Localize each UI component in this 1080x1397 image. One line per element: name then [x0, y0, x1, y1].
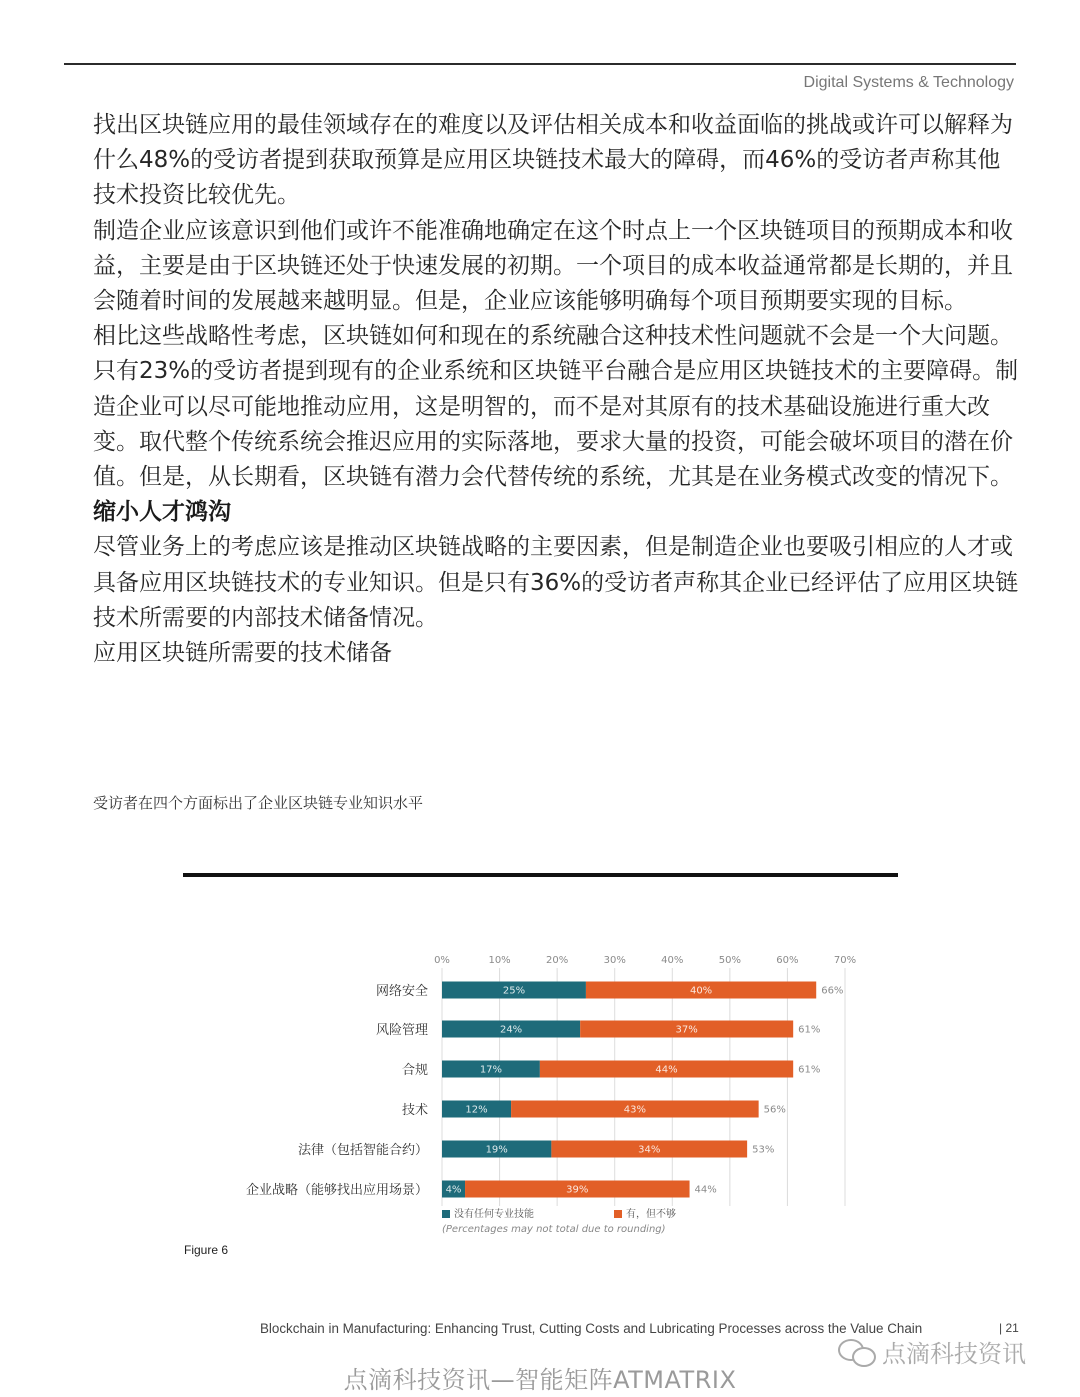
- figure-label: Figure 6: [184, 1243, 229, 1257]
- x-tick-label: 10%: [488, 955, 511, 966]
- footer-page-number: | 21: [999, 1321, 1019, 1335]
- legend-label: 有，但不够: [626, 1209, 676, 1220]
- bar-data-label: 43%: [623, 1104, 646, 1116]
- paragraph-1: 找出区块链应用的最佳领域存在的难度以及评估相关成本和收益面临的挑战或许可以解释为什么48%的受访者提到获取预算是应用区块链技术最大的障碍，而46%的受访者声称其他技术投资比较优先。: [93, 112, 1013, 209]
- x-tick-label: 0%: [434, 955, 450, 966]
- bar-total-label: 56%: [763, 1104, 786, 1116]
- paragraph-3: 相比这些战略性考虑，区块链如何和现在的系统融合这种技术性问题就不会是一个大问题。只有23%的受访者提到现有的企业系统和区块链平台融合是应用区块链技术的主要障碍。制造企业可以尽可能地推动应用，这是明智的，而不是对其原有的技术基础设施进行重大改变。取代整个传统系统会推迟应用的实际落地，要求大量的投资，可能会破坏项目的潜在价值。但是，从长期看，区块链有潜力会代替传统的系统，尤其是在业务模式改变的情况下。: [93, 323, 1019, 491]
- wechat-label: 点滴科技资讯: [882, 1340, 1026, 1368]
- x-tick-label: 50%: [718, 955, 741, 966]
- x-tick-label: 70%: [833, 955, 857, 966]
- bar-total-label: 66%: [821, 985, 844, 997]
- bar-data-label: 34%: [638, 1144, 661, 1156]
- bar-data-label: 4%: [445, 1184, 462, 1196]
- bar-data-label: 40%: [689, 985, 713, 997]
- legend-label: 没有任何专业技能: [454, 1209, 534, 1220]
- chart-caption: 受访者在四个方面标出了企业区块链专业知识水平: [93, 794, 424, 812]
- paragraph-4: 尽管业务上的考虑应该是推动区块链战略的主要因素，但是制造企业也要吸引相应的人才或具备应用区块链技术的专业知识。但是只有36%的受访者声称其企业已经评估了应用区块链技术所需要的内部技术储备情况。: [93, 534, 1019, 631]
- bar-total-label: 53%: [752, 1144, 775, 1156]
- category-label: 法律（包括智能合约）: [297, 1143, 428, 1158]
- legend-swatch-no-expertise: [442, 1210, 450, 1218]
- bar-total-label: 44%: [694, 1184, 717, 1196]
- legend-swatch-some-expertise: [614, 1210, 622, 1218]
- bar-total-label: 61%: [798, 1024, 821, 1036]
- bar-data-label: 24%: [499, 1024, 523, 1036]
- bar-data-label: 25%: [502, 985, 526, 997]
- bar-data-label: 37%: [675, 1024, 698, 1036]
- category-label: 合规: [401, 1063, 428, 1078]
- bottom-watermark: 点滴科技资讯—智能矩阵ATMATRIX: [343, 1366, 737, 1394]
- bar-data-label: 12%: [465, 1104, 488, 1116]
- chart-note: (Percentages may not total due to rounding): [442, 1224, 666, 1235]
- bar-data-label: 17%: [479, 1064, 503, 1076]
- bar-data-label: 39%: [566, 1184, 589, 1196]
- bar-data-label: 44%: [655, 1064, 678, 1076]
- x-tick-label: 60%: [776, 955, 799, 966]
- category-label: 技术: [401, 1103, 428, 1118]
- x-tick-label: 20%: [546, 955, 569, 966]
- category-label: 网络安全: [375, 984, 428, 999]
- paragraph-2: 制造企业应该意识到他们或许不能准确地确定在这个时点上一个区块链项目的预期成本和收益，主要是由于区块链还处于快速发展的初期。一个项目的成本收益通常都是长期的，并且会随着时间的发展越来越明显。但是，企业应该能够明确每个项目预期要实现的目标。: [93, 217, 1013, 315]
- section-heading: 缩小人才鸿沟: [93, 499, 231, 526]
- x-tick-label: 40%: [661, 955, 684, 966]
- x-tick-label: 30%: [603, 955, 626, 966]
- header-label: Digital Systems & Technology: [803, 74, 1014, 91]
- category-label: 风险管理: [375, 1023, 428, 1038]
- category-label: 企业战略（能够找出应用场景）: [245, 1183, 428, 1198]
- bar-data-label: 19%: [485, 1144, 508, 1156]
- paragraph-5: 应用区块链所需要的技术储备: [93, 640, 392, 667]
- bar-total-label: 61%: [798, 1064, 821, 1076]
- footer-text: Blockchain in Manufacturing: Enhancing Trust, Cutting Costs and Lubricating Processes across the Value Chain: [260, 1321, 923, 1336]
